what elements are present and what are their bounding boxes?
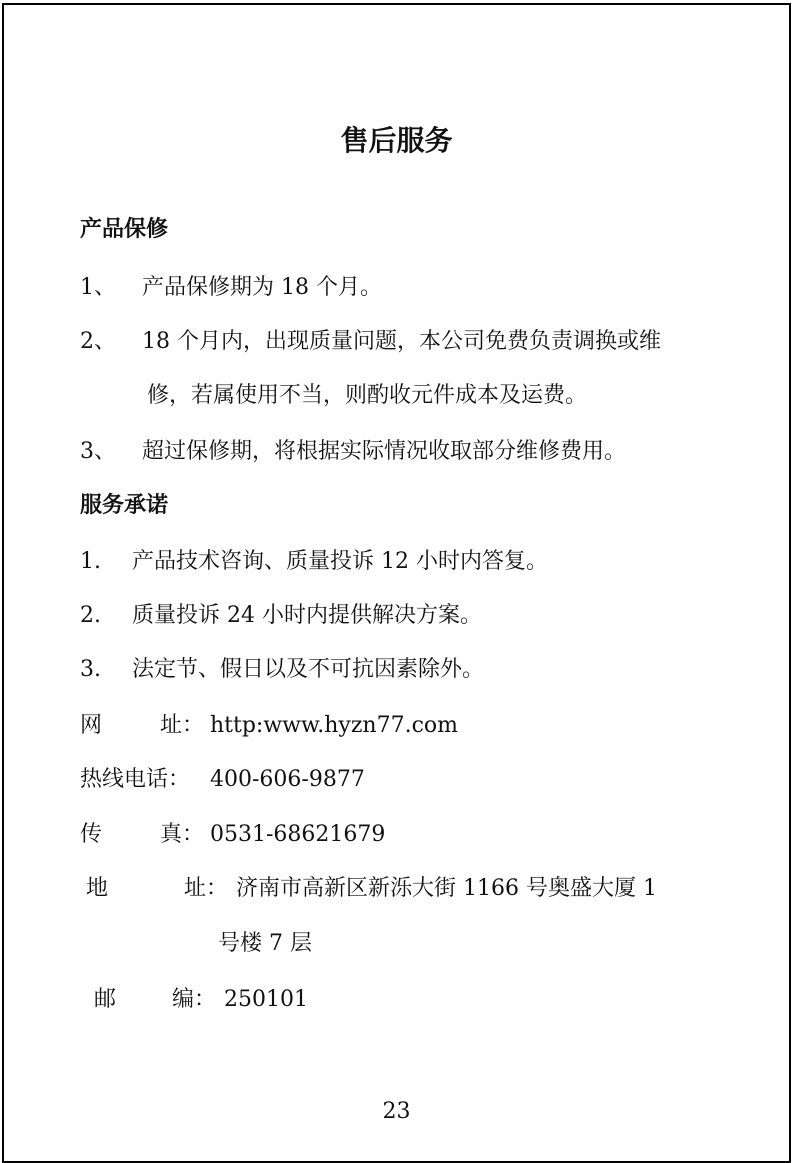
website-label-1: 网 xyxy=(80,713,103,738)
fax-label-2: 真： xyxy=(160,822,205,847)
address-label-2: 址： xyxy=(184,876,229,901)
fax-value: 0531-68621679 xyxy=(210,822,386,847)
service-item-1-num: 1. xyxy=(80,549,101,574)
document-page xyxy=(2,3,791,1163)
service-item-3-text: 法定节、假日以及不可抗因素除外。 xyxy=(132,657,485,682)
service-item-1-text: 产品技术咨询、质量投诉 12 小时内答复。 xyxy=(132,549,548,574)
hotline-value: 400-606-9877 xyxy=(210,767,365,792)
postcode-label-1: 邮 xyxy=(94,987,117,1012)
hotline-label: 热线电话： xyxy=(80,767,191,792)
postcode-label-2: 编： xyxy=(172,987,217,1012)
warranty-item-1-num: 1、 xyxy=(80,275,116,300)
warranty-item-1-text: 产品保修期为 18 个月。 xyxy=(142,275,382,300)
warranty-item-3-text: 超过保修期，将根据实际情况收取部分维修费用。 xyxy=(142,439,627,464)
warranty-heading: 产品保修 xyxy=(80,217,169,242)
fax-label-1: 传 xyxy=(80,822,103,847)
service-item-3-num: 3. xyxy=(80,657,101,682)
address-label-1: 地 xyxy=(86,876,109,901)
service-heading: 服务承诺 xyxy=(80,493,169,518)
address-value: 济南市高新区新泺大街 1166 号奥盛大厦 1 xyxy=(236,876,657,901)
page-number: 23 xyxy=(382,1099,411,1124)
website-label-2: 址： xyxy=(160,713,205,738)
service-item-2-num: 2. xyxy=(80,603,101,628)
address-cont: 号楼 7 层 xyxy=(218,931,312,956)
website-value[interactable]: http:www.hyzn77.com xyxy=(210,713,458,738)
warranty-item-2-cont: 修，若属使用不当，则酌收元件成本及运费。 xyxy=(147,383,588,408)
service-item-2-text: 质量投诉 24 小时内提供解决方案。 xyxy=(132,603,482,628)
warranty-item-2-num: 2、 xyxy=(80,329,116,354)
warranty-item-2-text: 18 个月内，出现质量问题，本公司免费负责调换或维 xyxy=(142,329,661,354)
postcode-value: 250101 xyxy=(224,987,308,1012)
warranty-item-3-num: 3、 xyxy=(80,439,116,464)
page-title: 售后服务 xyxy=(340,124,453,157)
